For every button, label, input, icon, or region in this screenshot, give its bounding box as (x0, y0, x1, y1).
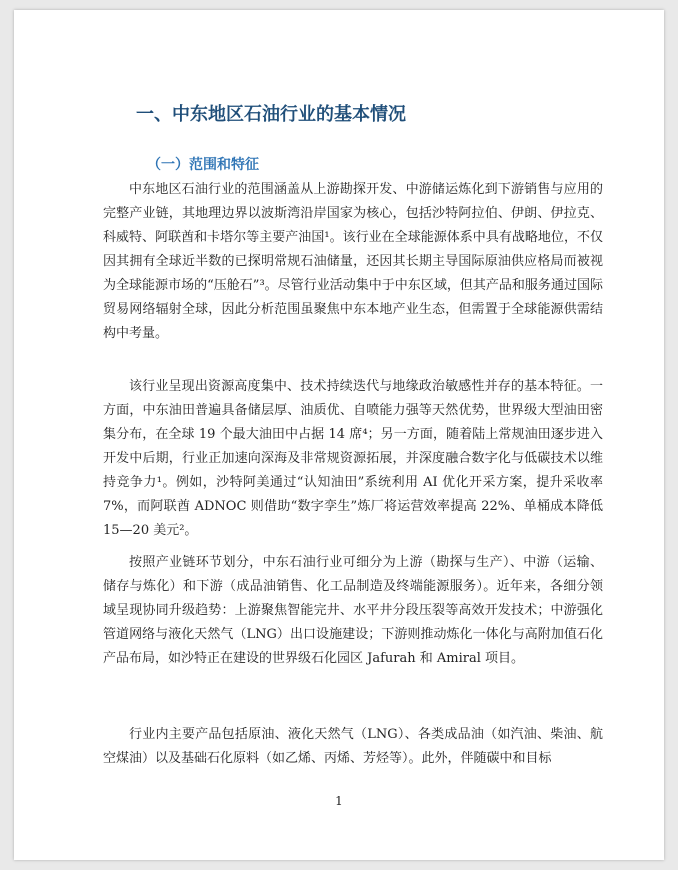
subsection-heading: （一）范围和特征 (147, 157, 259, 173)
paragraph-products: 行业内主要产品包括原油、液化天然气（LNG）、各类成品油（如汽油、柴油、航空煤油）以及基础石化原料（如乙烯、丙烯、芳烃等）。此外，伴随碳中和目标 (103, 727, 603, 766)
page-number: 1 (335, 794, 343, 808)
document-page (14, 10, 664, 860)
paragraph-scope: 中东地区石油行业的范围涵盖从上游勘探开发、中游储运炼化到下游销售与应用的完整产业链，其地理边界以波斯湾沿岸国家为核心，包括沙特阿拉伯、伊朗、伊拉克、科威特、阿联酋和卡塔尔等主要产油国¹。该行业在全球能源体系中具有战略地位，不仅因其拥有全球近半数的已探明常规石油储量，还因其长期主导国际原油供应格局而被视为全球能源市场的“压舱石”³。尽管行业活动集中于中东区域，但其产品和服务通过国际贸易网络辐射全球，因此分析范围虽聚焦中东本地产业生态，但需置于全球能源供需结构中考量。 (103, 182, 603, 341)
section-heading: 一、中东地区石油行业的基本情况 (136, 104, 406, 125)
paragraph-characteristics: 该行业呈现出资源高度集中、技术持续迭代与地缘政治敏感性并存的基本特征。一方面，中东油田普遍具备储层厚、油质优、自喷能力强等天然优势，世界级大型油田密集分布，在全球 19 个最大油田中占据 14 席⁴；另一方面，随着陆上常规油田逐步进入开发中后期，行业正加速向深海及非常规资源拓展，并深度融合数字化与低碳技术以维持竞争力¹。例如，沙特阿美通过“认知油田”系统利用 AI 优化开采方案，提升采收率 7%，而阿联酋 ADNOC 则借助“数字孪生”炼厂将运营效率提高 22%、单桶成本降低 15—20 美元²。 (103, 379, 603, 538)
paragraph-segments: 按照产业链环节划分，中东石油行业可细分为上游（勘探与生产）、中游（运输、储存与炼化）和下游（成品油销售、化工品制造及终端能源服务）。近年来，各细分领域呈现协同升级趋势：上游聚焦智能完井、水平井分段压裂等高效开发技术；中游强化管道网络与液化天然气（LNG）出口设施建设；下游则推动炼化一体化与高附加值石化产品布局，如沙特正在建设的世界级石化园区 Jafurah 和 Amiral 项目。 (103, 555, 603, 666)
